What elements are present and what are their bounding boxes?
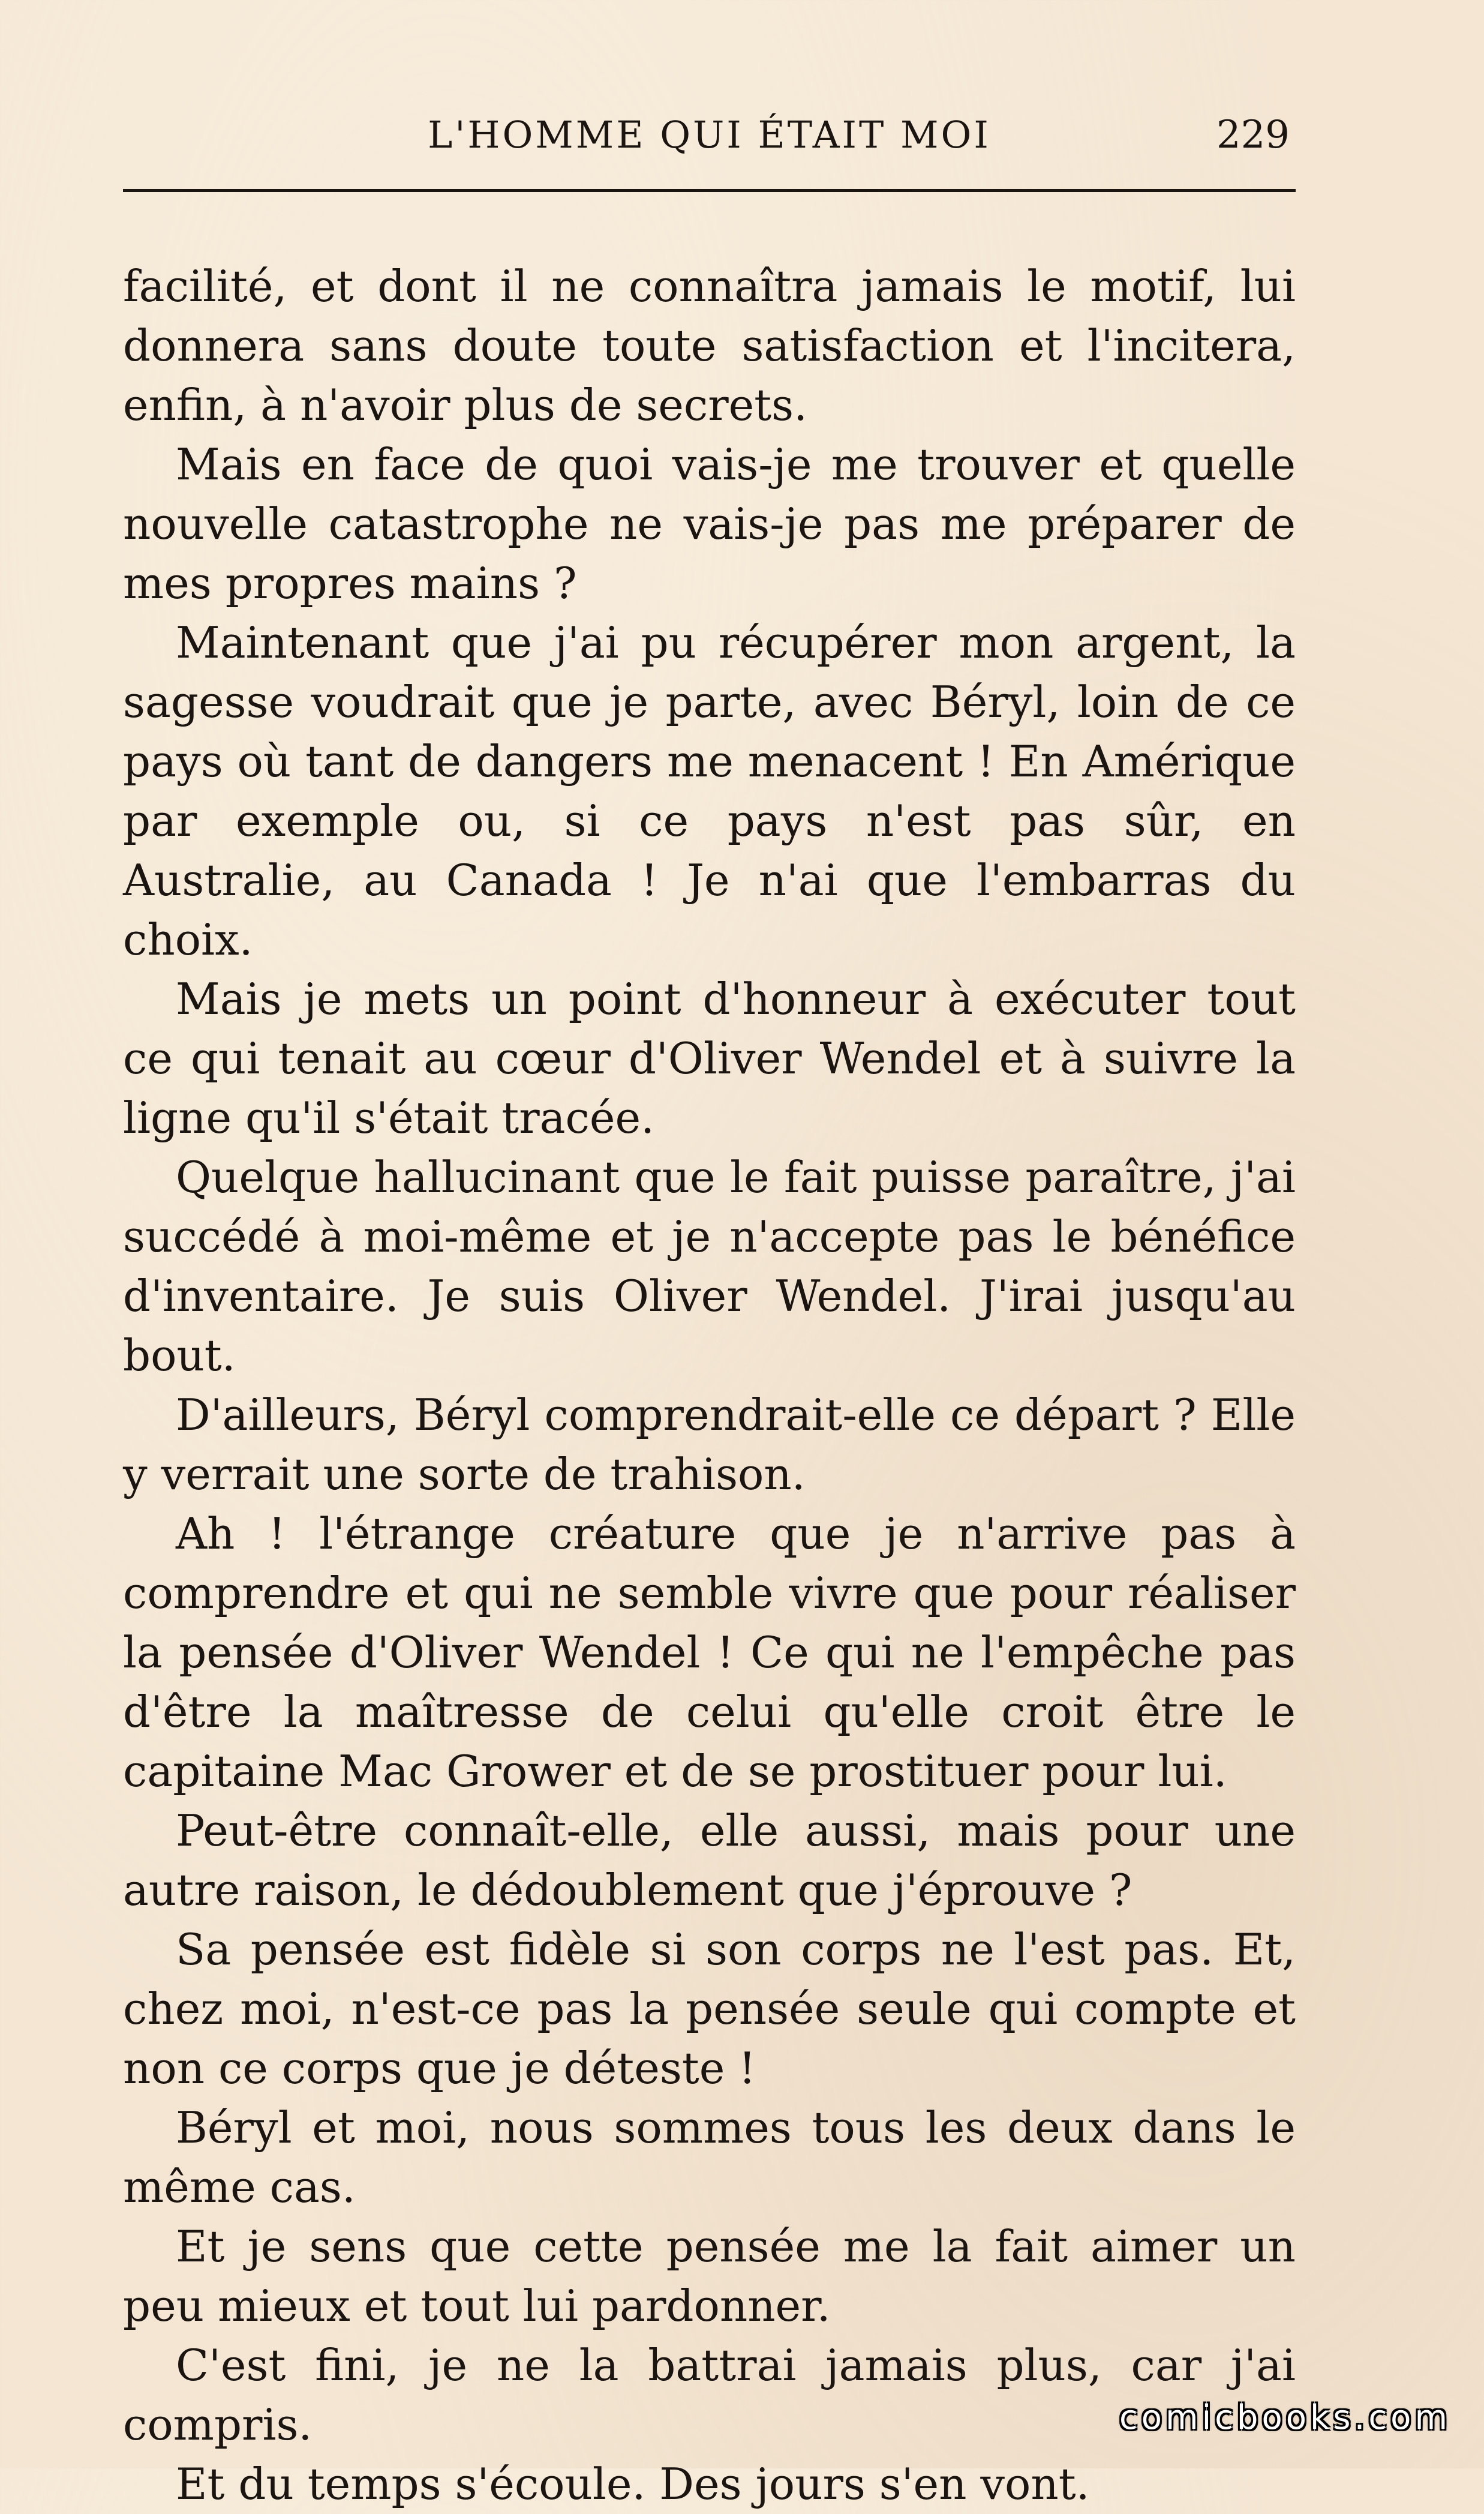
paragraph: Mais en face de quoi vais-je me trouver et quelle nouvelle catastrophe ne vais-je pas me préparer de mes propres mains ? bbox=[123, 439, 1296, 608]
page-header bbox=[123, 102, 1296, 174]
paragraph: Sa pensée est fidèle si son corps ne l'est pas. Et, chez moi, n'est-ce pas la pensée seule qui compte et non ce corps que je déteste ! bbox=[123, 1924, 1296, 2093]
paragraph: facilité, et dont il ne connaîtra jamais le motif, lui donnera sans doute toute satisfaction et l'incitera, enfin, à n'avoir plus de secrets. bbox=[123, 261, 1296, 430]
paragraph: Mais je mets un point d'honneur à exécuter tout ce qui tenait au cœur d'Oliver Wendel et à suivre la ligne qu'il s'était tracée. bbox=[123, 974, 1296, 1143]
paragraph: Béryl et moi, nous sommes tous les deux dans le même cas. bbox=[123, 2102, 1296, 2212]
body-text bbox=[123, 257, 1296, 2514]
paragraph: C'est fini, je ne la battrai jamais plus, car j'ai compris. bbox=[123, 2340, 1296, 2450]
header-rule bbox=[123, 189, 1296, 192]
paragraph: Maintenant que j'ai pu récupérer mon argent, la sagesse voudrait que je parte, avec Béryl, loin de ce pays où tant de dangers me menacent ! En Amérique par exemple ou, si ce pays n'est pas sûr, en Australie, au Canada ! Je n'ai que l'embarras du choix. bbox=[123, 617, 1296, 965]
watermark: comicbooks.com bbox=[1119, 2398, 1451, 2437]
running-title: L'HOMME QUI ÉTAIT MOI bbox=[428, 113, 991, 157]
paragraph: Et du temps s'écoule. Des jours s'en vont. bbox=[176, 2459, 1090, 2509]
page-number: 229 bbox=[1216, 113, 1290, 157]
paragraph: Peut-être connaît-elle, elle aussi, mais pour une autre raison, le dédoublement que j'éprouve ? bbox=[123, 1805, 1296, 1915]
paragraph: D'ailleurs, Béryl comprendrait-elle ce départ ? Elle y verrait une sorte de trahison. bbox=[123, 1390, 1296, 1499]
paragraph: Ah ! l'étrange créature que je n'arrive pas à comprendre et qui ne semble vivre que pour réaliser la pensée d'Oliver Wendel ! Ce qui ne l'empêche pas d'être la maîtresse de celui qu'elle croit être le capitaine Mac Grower et de se prostituer pour lui. bbox=[123, 1508, 1296, 1796]
paragraph: Quelque hallucinant que le fait puisse paraître, j'ai succédé à moi-même et je n'accepte pas le bénéfice d'inventaire. Je suis Oliver Wendel. J'irai jusqu'au bout. bbox=[123, 1152, 1296, 1381]
paragraph: Et je sens que cette pensée me la fait aimer un peu mieux et tout lui pardonner. bbox=[123, 2221, 1296, 2331]
